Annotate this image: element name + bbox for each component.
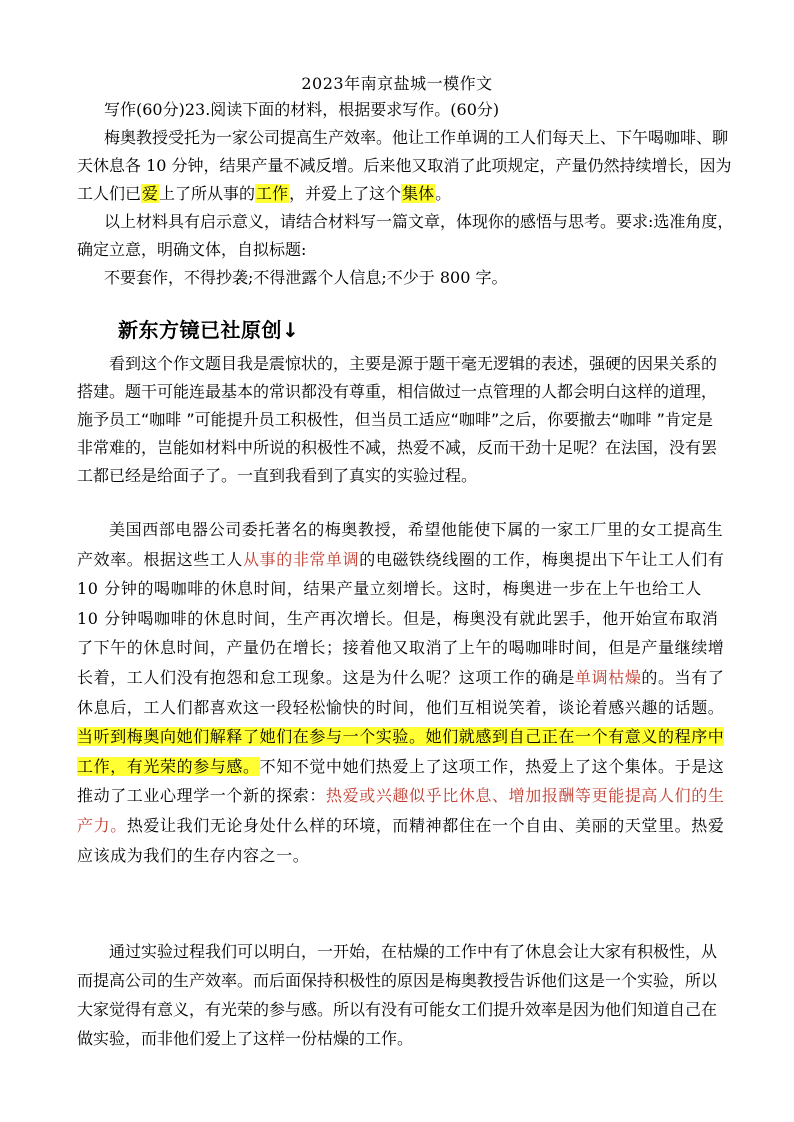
section-heading: 新东方镜已社原创↓ <box>118 318 300 342</box>
essay-prompt <box>77 96 734 292</box>
material-highlight-collective: 集体 <box>402 184 435 203</box>
prompt-instruction: 写作(60分)23.阅读下面的材料，根据要求写作。(60分) <box>104 100 500 119</box>
commentary-paragraph: 看到这个作文题目我是震惊状的，主要是源于题干毫无逻辑的表述，强硬的因果关系的搭建。题干可能连最基本的常识都没有尊重，相信做过一点管理的人都会明白这样的道理，施予员工“咖啡 ”可能提升员工积极性，但当员工适应“咖啡”之后，你要撤去“咖啡 ”肯定是非常难的，岂能如材料中所说的积极性不减，热爱不减，反而干劲十足呢？在法国，没有罢工都已经是给面子了。一直到我看到了真实的实验过程。 <box>77 354 718 485</box>
story-text-2: 的电磁铁绕线圈的工作，梅奥提出下午让工人们有 10 分钟的喝咖啡的休息时间，结果产量立刻增长。这时，梅奥进一步在上午也给工人 10 分钟喝咖啡的休息时间，生产再次增长。但是，梅奥没有就此罢手，他开始宣布取消了下午的休息时间，产量仍在增长；接着他又取消了上午的喝咖啡时间，但是产量继续增长着，工人们没有抱怨和怠工现象。这是为什么呢？这项工作的确是 <box>77 549 725 687</box>
prompt-material <box>77 124 734 208</box>
conclusion-section <box>77 937 727 1053</box>
story-red-monotonous: 从事的非常单调 <box>243 549 360 569</box>
story-paragraph <box>77 515 727 870</box>
story-red-productivity: 热爱或兴趣似乎比休息、增加报酬等更能提高人们的生产力。 <box>77 786 725 835</box>
document-title: 2023年南京盐城一模作文 <box>301 74 493 93</box>
experiment-story <box>77 515 727 870</box>
material-text-d: 。 <box>435 184 452 203</box>
prompt-rules: 不要套作，不得抄袭;不得泄露个人信息;不少于 800 字。 <box>104 268 508 287</box>
story-highlight-experiment: 当听到梅奥向她们解释了她们在参与一个实验。她们就感到自己正在一个有意义的程序中工作，有光荣的参与感。 <box>77 727 725 776</box>
story-text-4: 不知不觉中她们热爱上了这项工作，热爱上了这个集体。于是这推动了工业心理学一个新的探索： <box>77 756 725 806</box>
material-text-b: 上了所从事的 <box>159 184 256 203</box>
material-text-a: 梅奥教授受托为一家公司提高生产效率。他让工作单调的工人们每天上、下午喝咖啡、聊天休息各 10 分钟，结果产量不减反增。后来他又取消了此项规定，产量仍然持续增长，因为工人们已 <box>77 128 732 203</box>
material-highlight-work: 工作 <box>256 184 289 203</box>
story-text-1: 美国西部电器公司委托著名的梅奥教授，希望他能使下属的一家工厂里的女工提高生产效率。根据这些工人 <box>77 520 724 569</box>
story-text-5: 热爱让我们无论身处什么样的环境，而精神都住在一个自由、美丽的天堂里。热爱应该成为我们的生存内容之一。 <box>77 815 725 865</box>
commentary-section <box>77 350 727 490</box>
material-text-c: ，并爱上了这个 <box>289 184 402 203</box>
story-red-boring: 单调枯燥 <box>575 667 642 687</box>
story-text-3: 的。当有了休息后，工人们都喜欢这一段轻松愉快的时间，他们互相说笑着，谈论着感兴趣的话题。 <box>77 667 725 717</box>
conclusion-paragraph: 通过实验过程我们可以明白，一开始，在枯燥的工作中有了休息会让大家有积极性，从而提高公司的生产效率。而后面保持积极性的原因是梅奥教授告诉他们这是一个实验，所以大家觉得有意义，有光荣的参与感。所以有没有可能女工们提升效率是因为他们知道自己在做实验，而非他们爱上了这样一份枯燥的工作。 <box>77 942 718 1048</box>
material-highlight-love: 爱 <box>142 184 159 203</box>
prompt-requirement: 以上材料具有启示意义，请结合材料写一篇文章，体现你的感悟与思考。要求:选准角度，确定立意，明确文体，自拟标题: <box>77 212 734 259</box>
